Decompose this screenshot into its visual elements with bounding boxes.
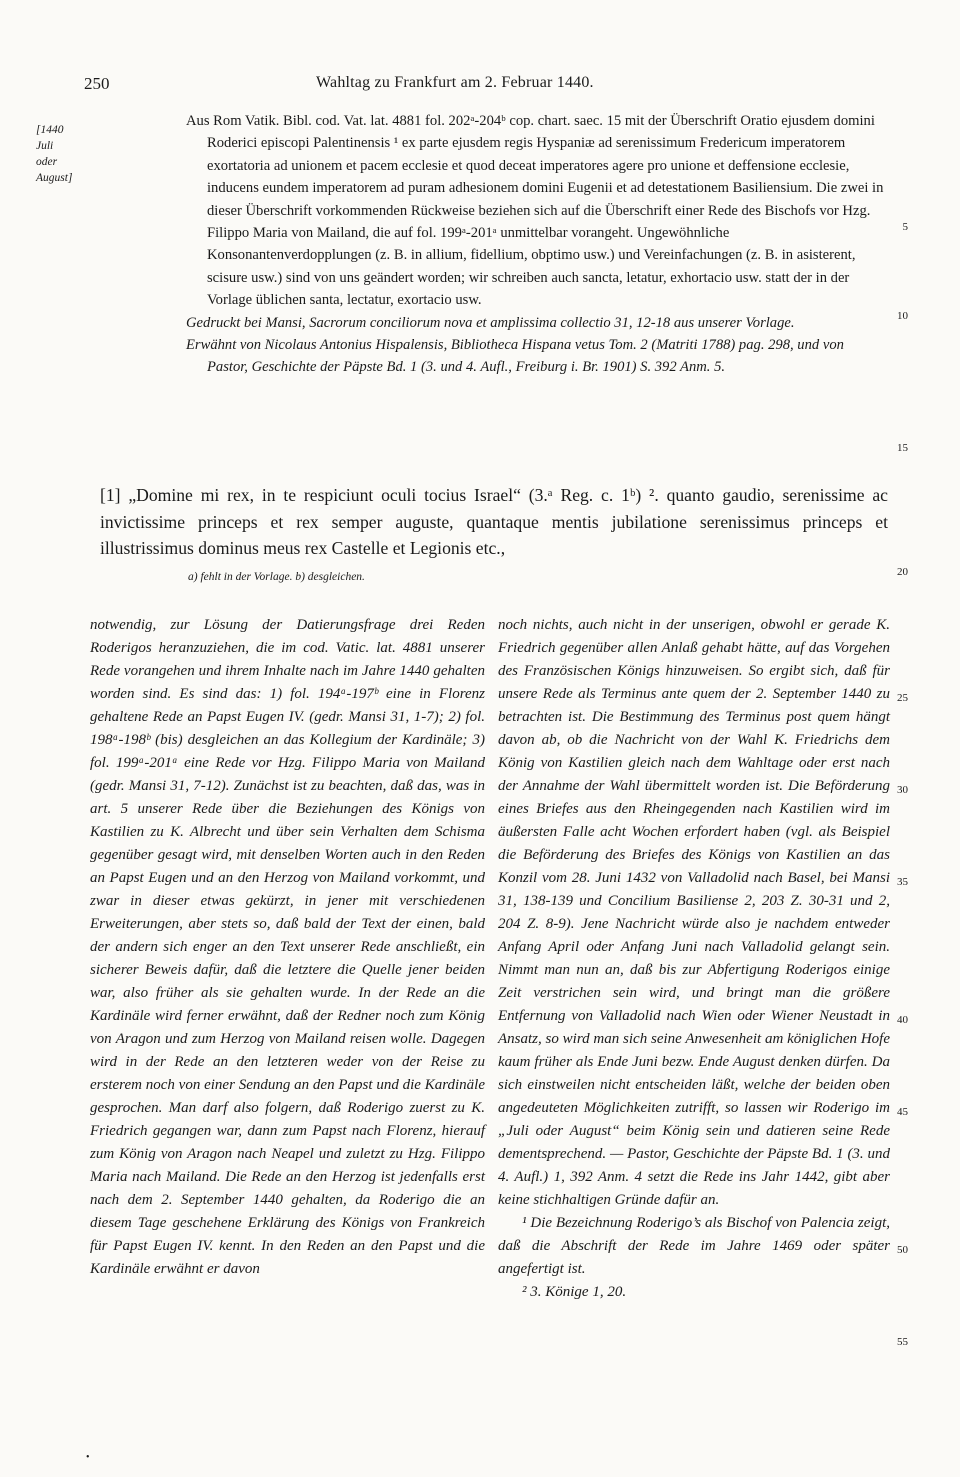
line-number: 20 <box>897 566 908 578</box>
variant-note-text: a) fehlt in der Vorlage. b) desgleichen. <box>188 571 365 583</box>
running-title: Wahltag zu Frankfurt am 2. Februar 1440. <box>316 74 594 91</box>
footnote: ² 3. Könige 1, 20. <box>522 1284 627 1301</box>
margin-line: August] <box>36 172 73 184</box>
line-number: 45 <box>897 1106 908 1118</box>
line-number: 40 <box>897 1014 908 1026</box>
page-number: 250 <box>84 74 110 93</box>
commentary-paragraph: noch nichts, auch nicht in der unserigen, obwohl er gerade K. Friedrich gegenüber allen Anlaß gehabt hätte, auf das Vorgehen des Französischen Königs hinzuweisen. So ergibt sich, daß für unsere Rede als Terminus ante quem der 2. September 1440 zu betrachten ist. Die Bestimmung des Terminus post quem hängt davon ab, ob die Nachricht von der Wahl K. Friedrichs dem König von Kastilien gleich nach dem Wahltage oder erst nach der Annahme der Wahl übermittelt worden ist. Die Beförderung eines Briefes aus den Rheingegenden nach Kastilien wird im äußersten Falle acht Wochen erfordert haben (vgl. als Beispiel die Beförderung des Briefes des Königs von Kastilien an das Konzil vom 28. Juni 1432 von Valladolid nach Basel, bei Mansi 31, 138-139 und Concilium Basiliense 2, 203 Z. 30-31 und 2, 204 Z. 8-9). Jene Nachricht würde also je nachdem entweder Anfang April oder Anfang Juni nach Valladolid gelangt sein. Nimmt man nun an, daß bis zur Abfertigung Roderigos einige Zeit verstrichen sein wird, und bringt man die größere Entfernung von Valladolid nach Wien oder Wiener Neustadt in Ansatz, so wird man sich seine Anwesenheit am königlichen Hofe kaum früher als Ende Juni bezw. Ende August denken dürfen. Da sich einstweilen nicht entscheiden läßt, welche der beiden oben angedeuteten Möglichkeiten zutrifft, so lassen wir Roderigo im „Juli oder August“ beim König sein und datieren seine Rede dementsprechend. — Pastor, Geschichte der Päpste Bd. 1 (3. und 4. Aufl.) 1, 392 Anm. 4 setzt die Rede ins Jahr 1442, gibt aber keine stichhaltigen Gründe dafür an. <box>498 617 890 1209</box>
commentary-paragraph: notwendig, zur Lösung der Datierungsfrage drei Reden Roderigos heranzuziehen, die im cod. Vatic. lat. 4881 unserer Rede vorangehen und ihrem Inhalte nach im Jahre 1440 gehalten worden sind. Es sind das: 1) fol. 194ᵃ-197ᵇ eine in Florenz gehaltene Rede an Papst Eugen IV. (gedr. Mansi 31, 1-7); 2) fol. 198ᵃ-198ᵇ (bis) desgleichen an das Kollegium der Kardinäle; 3) fol. 199ᵃ-201ᵃ eine Rede vor Hzg. Filippo Maria von Mailand (gedr. Mansi 31, 7-12). Zunächst ist zu beachten, daß das, was in art. 5 unserer Rede über die Beziehungen des Königs von Kastilien zu K. Albrecht und über sein Verhalten dem Schisma gegenüber gesagt wird, mit denselben Worten auch in den Reden an Papst Eugen und an den Herzog von Mailand vorkommt, und zwar in dieser etwas gekürzt, in jener mit verschiedenen Erweiterungen, aber stets so, daß bald der Text der einen, bald der andern sich enger an den Text unserer Rede anschließt, ein sicherer Beweis dafür, daß die letztere die Quelle jener beiden war, also früher als sie gehalten wurde. In der Rede an die Kardinäle wird ferner erwähnt, daß der Redner noch zum König von Aragon und zum Herzog von Mailand reisen wolle. Dagegen wird in der Rede an den letzteren weder von der Reise zu ersterem noch von einer Sendung an den Papst und die Kardinäle gesprochen. Man darf also folgern, daß Roderigo zuerst zu K. Friedrich gegangen war, dann zum Papst nach Florenz, hierauf zum König von Aragon nach Neapel und zuletzt zu Hzg. Filippo Maria nach Mailand. Die Rede an den Herzog ist jedenfalls erst nach dem 2. September 1440 gehalten, da Roderigo die an diesem Tage geschehene Erklärung des Königs von Frankreich für Papst Eugen IV. kennt. In den Reden an den Papst und die Kardinäle erwähnt er davon <box>90 617 485 1278</box>
line-number: 35 <box>897 876 908 888</box>
margin-line: [1440 <box>36 124 64 136</box>
mention-reference: Erwähnt von Nicolaus Antonius Hispalensis, Bibliotheca Hispana vetus Tom. 2 (Matriti 1788) pag. 298, und von Pastor, Geschichte der Päpste Bd. 1 (3. und 4. Aufl., Freiburg i. Br. 1901) S. 392 Anm. 5. <box>186 337 844 376</box>
margin-line: oder <box>36 156 58 168</box>
line-number: 55 <box>897 1336 908 1348</box>
line-number: 15 <box>897 442 908 454</box>
variant-notes <box>188 571 365 583</box>
margin-date-note <box>36 122 96 186</box>
footnote: ¹ Die Bezeichnung Roderigo’s als Bischof von Palencia zeigt, daß die Abschrift der Rede im Jahre 1469 oder später angefertigt ist. <box>498 1215 890 1278</box>
bottom-mark: • <box>86 1452 90 1463</box>
commentary-right-column <box>498 614 890 1304</box>
source-paragraph: Aus Rom Vatik. Bibl. cod. Vat. lat. 4881 fol. 202ᵃ-204ᵇ cop. chart. saec. 15 mit der Überschrift Oratio ejusdem domini Roderici episcopi Palentinensis ¹ ex parte ejusdem regis Hyspaniæ ad serenissimum Fredericum imperatorem exortatoria ad unionem et pacem ecclesie et quod deceat imperatores agere pro unione et deffensione ecclesie, inducens eundem imperatorem ad puram adhesionem domini Eugenii et ad detestationem Basiliensium. Die zwei in dieser Überschrift vorkommenden Rückweise beziehen sich auf die Überschrift einer Rede des Bischofs vor Hzg. Filippo Maria von Mailand, die auf fol. 199ᵃ-201ᵃ unmittelbar vorangeht. Ungewöhnliche Konsonantenverdopplungen (z. B. in allium, fidellium, obptimo usw.) und Vereinfachungen (z. B. in asisterent, scisure usw.) sind von uns geändert worden; wir schreiben auch sancta, letatur, exhortacio usw. statt der in der Vorlage üblichen santa, lectatur, exortacio usw. <box>186 113 884 309</box>
oration-paragraph: [1] „Domine mi rex, in te respiciunt oculi tocius Israel“ (3.ᵃ Reg. c. 1ᵇ) ². quanto gaudio, serenissime ac invictissime princeps et rex semper auguste, quantaque mentis jubilatione serenissimus princeps et illustrissimus dominus meus rex Castelle et Legionis etc., <box>100 485 888 558</box>
source-description <box>186 110 886 379</box>
commentary-left-column <box>90 614 485 1281</box>
print-reference: Gedruckt bei Mansi, Sacrorum conciliorum nova et amplissima collectio 31, 12-18 aus unserer Vorlage. <box>186 314 795 331</box>
oration-text <box>100 482 888 562</box>
line-number: 25 <box>897 692 908 704</box>
line-number: 5 <box>902 221 908 233</box>
line-number: 30 <box>897 784 908 796</box>
line-number: 10 <box>897 310 908 322</box>
margin-line: Juli <box>36 140 54 152</box>
line-number: 50 <box>897 1244 908 1256</box>
